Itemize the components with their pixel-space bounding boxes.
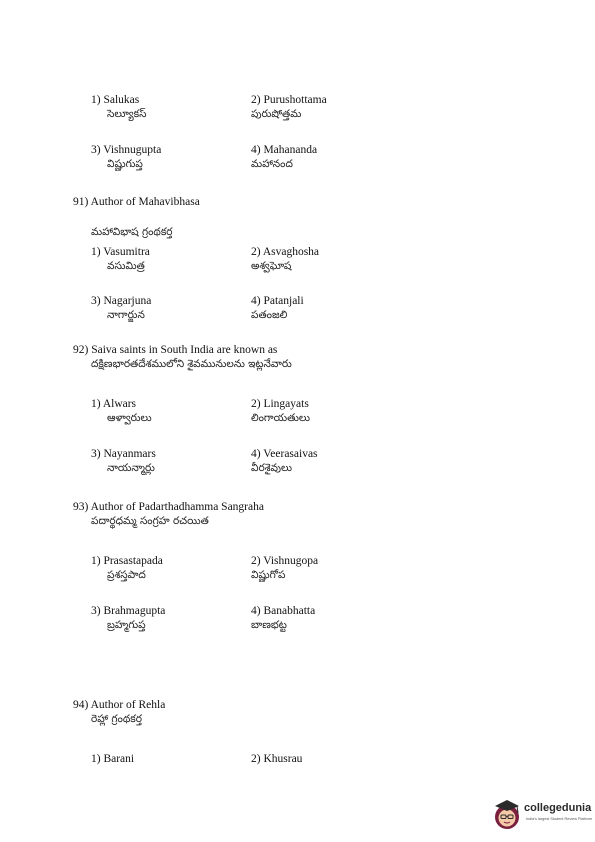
q91-option-4-telugu: పతంజలి	[251, 309, 288, 321]
q93-option-4: 4) Banabhatta	[251, 605, 316, 617]
q91-text: 91) Author of Mahavibhasa	[73, 196, 200, 208]
q92-option-1-telugu: ఆళ్వారులు	[107, 412, 152, 424]
q90-option-3-telugu: విష్ణుగుప్త	[107, 158, 143, 170]
q92-option-4-telugu: వీరశైవులు	[251, 462, 293, 474]
q91-option-2-telugu: అశ్వఘోష	[251, 260, 292, 272]
q93-text-telugu: పదార్థధమ్మ సంగ్రహ రచయిత	[91, 515, 209, 527]
q90-option-3: 3) Vishnugupta	[91, 144, 162, 156]
q93-text: 93) Author of Padarthadhamma Sangraha	[73, 501, 264, 513]
q92-option-4: 4) Veerasaivas	[251, 448, 318, 460]
q91-option-4: 4) Patanjali	[251, 295, 304, 307]
q91-option-3-telugu: నాగార్జున	[107, 309, 145, 321]
q93-option-4-telugu: బాణభట్ట	[251, 619, 287, 631]
q90-option-2: 2) Purushottama	[251, 94, 327, 106]
q92-option-3-telugu: నాయన్మార్లు	[107, 462, 155, 474]
q90-option-1: 1) Salukas	[91, 94, 140, 106]
q94-option-1: 1) Barani	[91, 753, 135, 765]
q93-option-1-telugu: ప్రశస్తపాద	[107, 569, 146, 581]
q94-option-2: 2) Khusrau	[251, 753, 303, 765]
q90-option-4-telugu: మహానంద	[251, 158, 293, 170]
q91-text-telugu: మహావిభాష గ్రంథకర్త	[91, 226, 173, 238]
q92-option-2: 2) Lingayats	[251, 398, 309, 410]
q91-option-1: 1) Vasumitra	[91, 246, 150, 258]
q91-option-2: 2) Asvaghosha	[251, 246, 320, 258]
q92-option-3: 3) Nayanmars	[91, 448, 156, 460]
q93-option-2-telugu: విష్ణుగోప	[251, 569, 286, 581]
q90-option-2-telugu: పురుషోత్తమ	[251, 108, 302, 120]
q92-option-1: 1) Alwars	[91, 398, 137, 410]
q93-option-3-telugu: బ్రహ్మగుప్త	[107, 619, 146, 631]
q93-option-3: 3) Brahmagupta	[91, 605, 166, 617]
q90-option-4: 4) Mahananda	[251, 144, 318, 156]
q91-option-3: 3) Nagarjuna	[91, 295, 152, 307]
q92-text: 92) Saiva saints in South India are known as	[73, 344, 278, 356]
q93-option-2: 2) Vishnugopa	[251, 555, 319, 567]
logo-wordmark: collegedunia	[524, 802, 592, 814]
q91-option-1-telugu: వసుమిత్ర	[107, 260, 145, 272]
q90-option-1-telugu: సెల్యూకస్	[107, 108, 147, 120]
logo-tagline: India's largest Student Review Platform	[526, 817, 593, 821]
q93-option-1: 1) Prasastapada	[91, 555, 163, 567]
q92-option-2-telugu: లింగాయతులు	[251, 412, 310, 424]
q94-text-telugu: రెహ్లా గ్రంథకర్త	[91, 713, 142, 725]
q94-text: 94) Author of Rehla	[73, 699, 166, 711]
collegedunia-logo	[493, 797, 593, 831]
q92-text-telugu: దక్షిణభారతదేశములోని శైవమునులను ఇట్లనేవారు	[91, 358, 292, 370]
graduate-mascot-icon	[493, 797, 523, 831]
